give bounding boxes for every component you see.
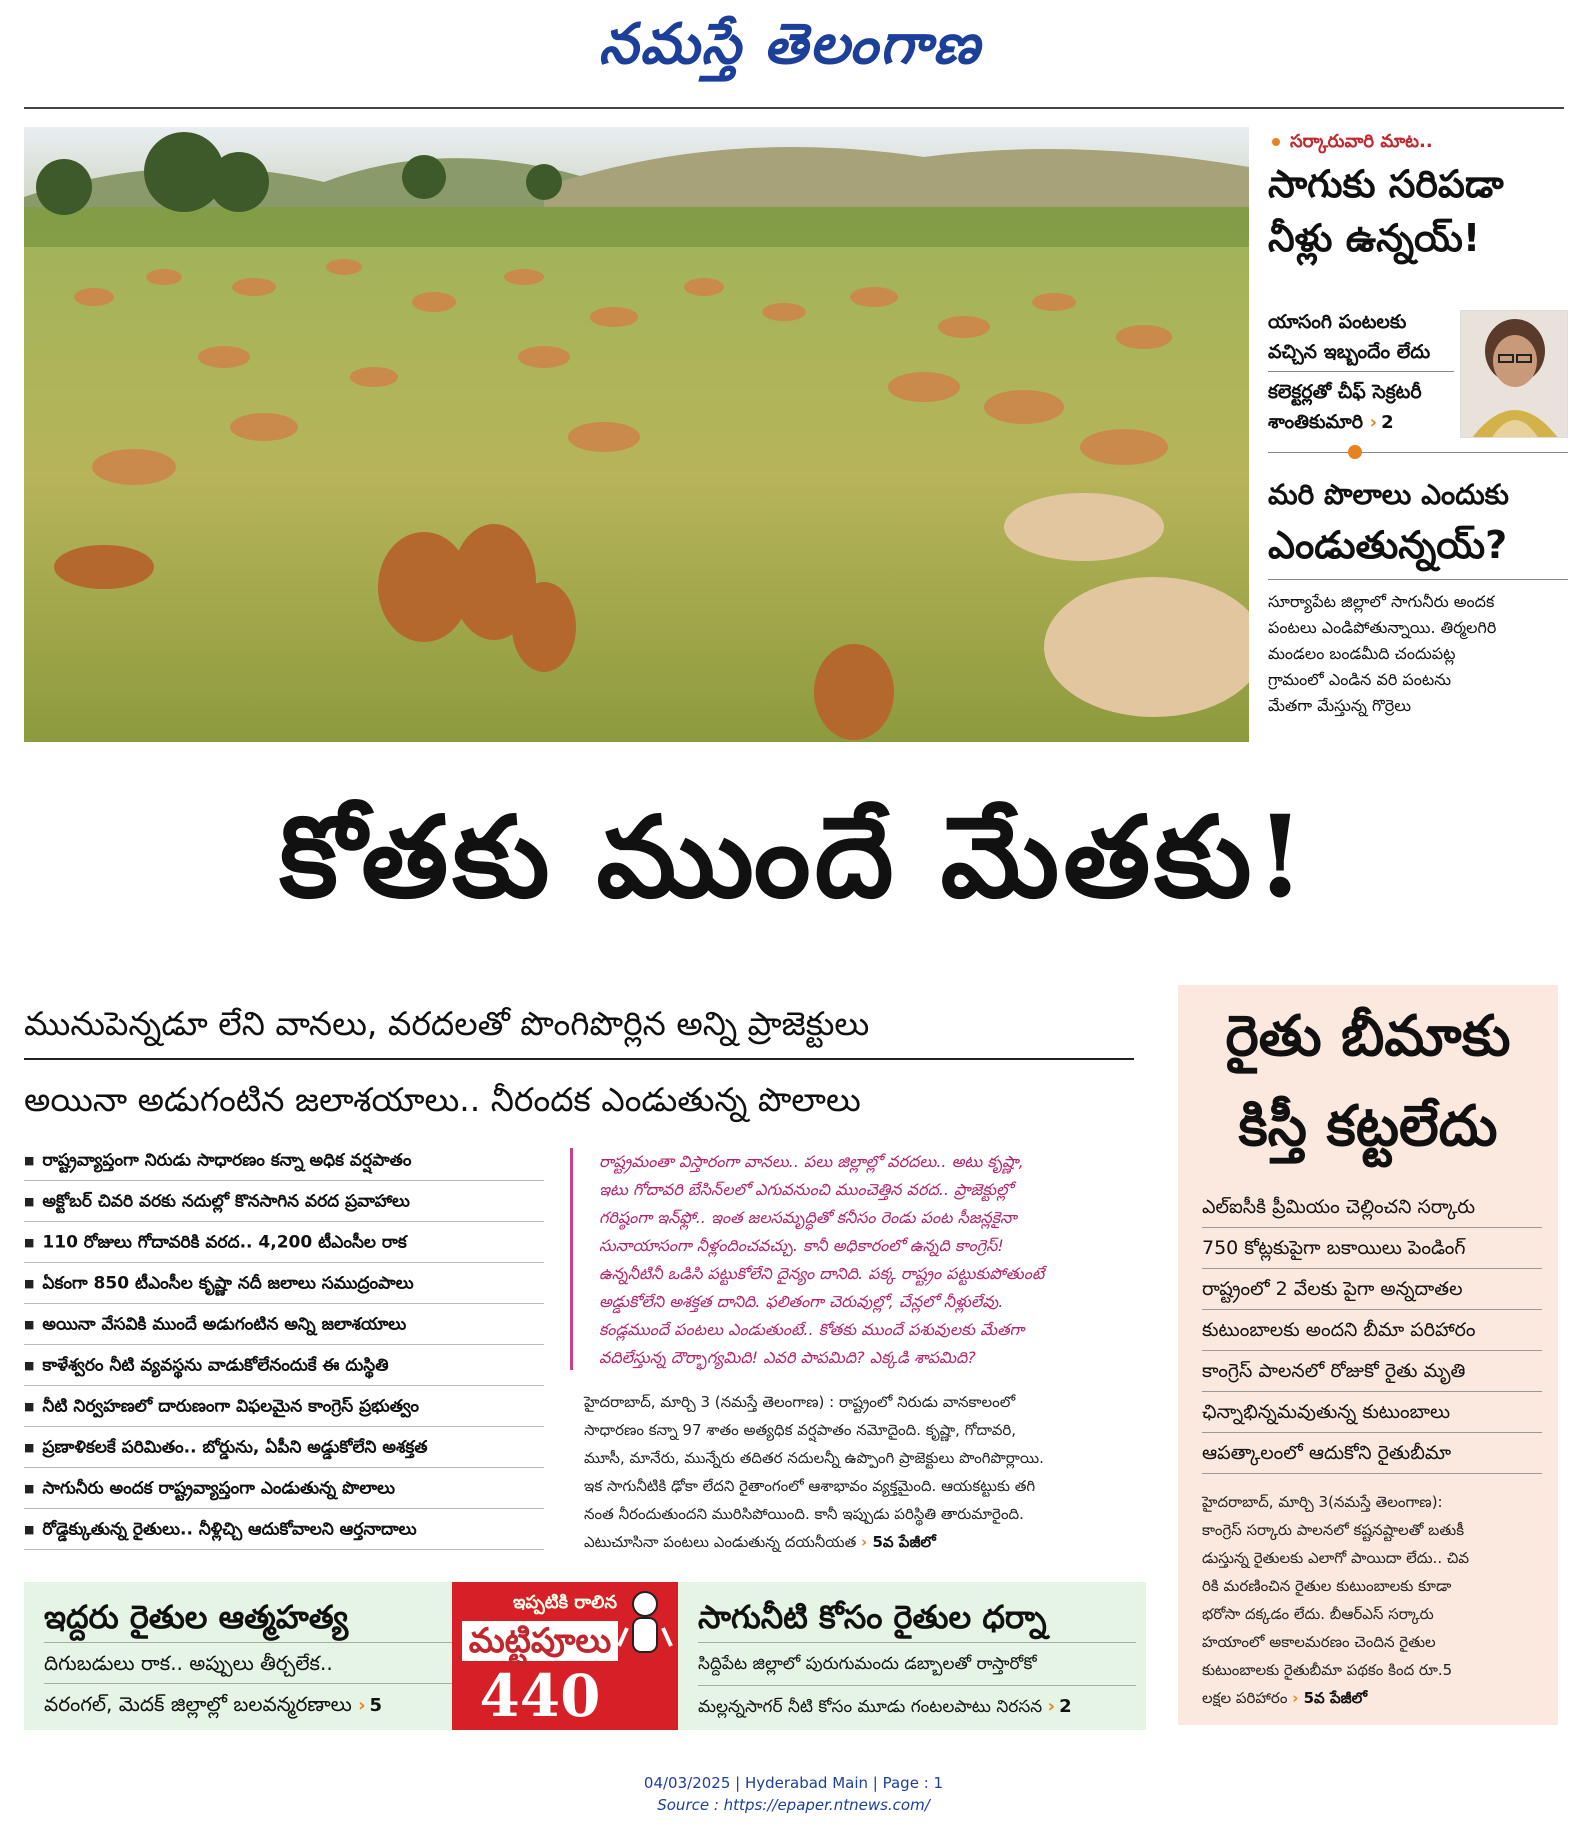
intro-line: ఇటు గోదావరి బేసిన్‌లలో ఎగువనుంచి ముంచెత్తిన వరద.. ప్రాజెక్టుల్లో bbox=[599, 1180, 1013, 1199]
list-item: కుటుంబాలకు అందని బీమా పరిహారం bbox=[1202, 1310, 1542, 1351]
page-ref-link[interactable]: › 2 bbox=[1369, 412, 1394, 433]
person-photo-icon bbox=[1461, 311, 1568, 438]
divider bbox=[1268, 371, 1454, 372]
list-item: ■ ప్రణాళికలకే పరిమితం.. బోర్డును, ఏపీని అడ్డుకోలేని అశక్తత bbox=[24, 1427, 544, 1468]
list-item: ■ అయినా వేసవికి ముందే అడుగంటిన అన్ని జలాశయాలు bbox=[24, 1304, 544, 1345]
list-item: రాష్ట్రంలో 2 వేలకు పైగా అన్నదాతల bbox=[1202, 1269, 1542, 1310]
rythu-headline: రైతు బీమాకు కిస్తీ కట్టలేదు bbox=[1225, 1003, 1511, 1159]
list-item: ఛిన్నాభిన్నమవుతున్న కుటుంబాలు bbox=[1202, 1392, 1542, 1433]
list-item: ■ రోడ్డెక్కుతున్న రైతులు.. నీళ్లిచ్చి ఆదుకోవాలని ఆర్తనాదాలు bbox=[24, 1509, 544, 1550]
continued-page-link[interactable]: › 5వ పేజీలో bbox=[861, 1533, 936, 1551]
suicides-story bbox=[24, 1582, 452, 1730]
list-item: కాంగ్రెస్ పాలనలో రోజుకో రైతు మృతి bbox=[1202, 1351, 1542, 1392]
source-link[interactable]: Source : https://epaper.ntnews.com/ bbox=[657, 1796, 930, 1814]
page-ref-link[interactable]: › 2 bbox=[1047, 1696, 1072, 1717]
list-item: ■ అక్టోబర్ చివరి వరకు నదుల్లో కొనసాగిన వరద ప్రవాహాలు bbox=[24, 1181, 544, 1222]
intro-line: కండ్లముందే పంటలు ఎండుతుంటే.. కోతకు ముందే పశువులకు మేతగా bbox=[599, 1320, 1025, 1339]
rythu-points-list bbox=[1202, 1187, 1542, 1474]
dharna-story bbox=[678, 1582, 1146, 1730]
bullet-dot-icon bbox=[1272, 138, 1280, 146]
intro-line: ఉన్ననీటినీ ఒడిసి పట్టుకోలేని దైన్యం దానిది. పక్క రాష్ట్రం పట్టుకుపోతుంటే bbox=[599, 1264, 1045, 1283]
photo-caption: సూర్యాపేట జిల్లాలో సాగునీరు అందక పంటలు ఎండిపోతున్నాయి. తిర్మలగిరి మండలం బండమీది చందుపట్ల గ్రామంలో ఎండిన వరి పంటను మేతగా మేస్తున్న గొర్రెలు bbox=[1268, 592, 1497, 715]
strip-subline: వరంగల్, మెదక్ జిల్లాల్లో బలవన్మరణాలు › 5 bbox=[44, 1683, 452, 1726]
intro-line: గరిష్ఠంగా ఇన్‌ఫ్లో.. ఇంత జలసమృద్ధితో కనీసం రెండు పంట సీజన్లకైనా bbox=[599, 1208, 1017, 1227]
newspaper-logo: నమస్తే తెలంగాణ bbox=[598, 11, 982, 77]
separator-dot-icon bbox=[1348, 445, 1362, 459]
divider bbox=[1268, 452, 1568, 453]
masthead-rule bbox=[24, 107, 1564, 109]
list-item: ■ 110 రోజులు గోదావరికి వరద.. 4,200 టీఎంసీల రాక bbox=[24, 1222, 544, 1263]
rythu-body: హైదరాబాద్, మార్చి 3(నమస్తే తెలంగాణ): కాంగ్రెస్ సర్కారు పాలనలో కష్టనష్టాలతో బతుకీ డుస్తున్న రైతులకు ఎలాగో పాయిదా లేదు.. చివ రికి మరణించిన రైతుల కుటుంబాలకు కూడా భరోసా దక్కడం లేదు. బీఆర్‌ఎస్ సర్కారు హయాంలో అకాలమరణం చెందిన రైతుల కుటుంబాలకు రైతుబీమా పథకం కింద రూ.5 లక్షల పరిహారం › 5వ పేజీలో bbox=[1202, 1493, 1470, 1707]
intro-line: వదిలేస్తున్న దౌర్భాగ్యమిది! ఎవరి పాపమిది? ఎక్కడి శాపమిది? bbox=[599, 1348, 976, 1367]
list-item: ఎల్‌ఐసీకి ప్రీమియం చెల్లించని సర్కారు bbox=[1202, 1187, 1542, 1228]
strip-subline: దిగుబడులు రాక.. అప్పులు తీర్చలేక.. bbox=[44, 1642, 452, 1683]
edition-info: 04/03/2025 | Hyderabad Main | Page : 1 bbox=[643, 1774, 944, 1792]
list-item: ఆపత్కాలంలో ఆదుకోని రైతుబీమా bbox=[1202, 1433, 1542, 1474]
divider bbox=[1268, 579, 1568, 580]
list-item: ■ సాగునీరు అందక రాష్ట్రవ్యాప్తంగా ఎండుతున్న పొలాలు bbox=[24, 1468, 544, 1509]
list-item: ■ నీటి నిర్వహణలో దారుణంగా విఫలమైన కాంగ్రెస్ ప్రభుత్వం bbox=[24, 1386, 544, 1427]
lead-photo bbox=[24, 127, 1249, 742]
masthead bbox=[0, 0, 1587, 100]
intro-line: రాష్ట్రమంతా విస్తారంగా వానలు.. పలు జిల్లాల్లో వరదలు.. అటు కృష్ణా, bbox=[599, 1152, 1024, 1171]
continued-page-link[interactable]: › 5వ పేజీలో bbox=[1292, 1689, 1368, 1707]
deck-rule bbox=[24, 1058, 1134, 1060]
intro-line: సునాయాసంగా నీళ్లందించవచ్చు. కానీ అధికారంలో ఉన్నది కాంగ్రెస్! bbox=[599, 1236, 1004, 1255]
intro-box bbox=[570, 1148, 1130, 1370]
strip-subline: మల్లన్నసాగర్ నీటి కోసం మూడు గంటలపాటు నిరసన › 2 bbox=[698, 1685, 1136, 1728]
side-subhead-1: యాసంగి పంటలకు వచ్చిన ఇబ్బందేం లేదు bbox=[1268, 311, 1431, 363]
side-subhead-2: కలెక్టర్లతో చీఫ్ సెక్రటరీ శాంతికుమారి › 2 bbox=[1268, 381, 1422, 433]
strip-headline: ఇద్దరు రైతుల ఆత్మహత్య bbox=[44, 1598, 349, 1636]
strip-headline: సాగునీటి కోసం రైతుల ధర్నా bbox=[698, 1598, 1047, 1636]
death-count: 440 bbox=[479, 1662, 601, 1730]
side-headline-2: మరి పొలాలు ఎందుకు ఎండుతున్నయ్? bbox=[1268, 478, 1509, 567]
intro-line: అడ్డుకోలేని అశక్తత దానిది. ఫలితంగా చెరువుల్లో, చేన్లలో నీళ్లులేవు. bbox=[599, 1292, 1004, 1311]
page-footer bbox=[0, 1772, 1587, 1816]
bottom-strip bbox=[24, 1582, 1146, 1730]
list-item: ■ ఏకంగా 850 టీఎంసీల కృష్ణా నదీ జలాలు సముద్రంపాలు bbox=[24, 1263, 544, 1304]
official-portrait bbox=[1460, 310, 1568, 438]
main-headline: కోతకు ముందే మేతకు! bbox=[279, 792, 1309, 923]
list-item: 750 కోట్లకుపైగా బకాయిలు పెండింగ్ bbox=[1202, 1228, 1542, 1269]
deck-line-2: అయినా అడుగంటిన జలాశయాలు.. నీరందక ఎండుతున్న పొలాలు bbox=[24, 1080, 861, 1119]
farmer-deaths-counter: ఇప్పటికి రాలిన మట్టిపూలు 440 bbox=[452, 1582, 678, 1730]
goats-grazing-photo bbox=[24, 127, 1249, 742]
deck-line-1: మునుపెన్నడూ లేని వానలు, వరదలతో పొంగిపొర్లిన అన్ని ప్రాజెక్టులు bbox=[24, 1004, 870, 1043]
key-points-list bbox=[24, 1140, 544, 1550]
side-kicker: సర్కారువారి మాట.. bbox=[1272, 131, 1433, 156]
side-headline-1: సాగుకు సరిపడా నీళ్లు ఉన్నయ్! bbox=[1268, 162, 1504, 260]
strip-subline: సిద్దిపేట జిల్లాలో పురుగుమందు డబ్బాలతో రాస్తారోకో bbox=[698, 1642, 1136, 1685]
side-stories bbox=[1268, 127, 1568, 742]
page-ref-link[interactable]: › 5 bbox=[358, 1695, 383, 1716]
farmer-illustration-icon bbox=[617, 1588, 673, 1668]
list-item: ■ రాష్ట్రవ్యాప్తంగా నిరుడు సాధారణం కన్నా అధిక వర్షపాతం bbox=[24, 1140, 544, 1181]
story-body: హైదరాబాద్, మార్చి 3 (నమస్తే తెలంగాణ) : రాష్ట్రంలో నిరుడు వానకాలంలో సాధారణం కన్నా 97 శాతం అత్యధిక వర్షపాతం నమోదైంది. కృష్ణా, గోదావరి, మూసీ, మానేరు, మున్నేరు తదితర నదులన్నీ ఉప్పొంగి ప్రాజెక్టులు పొంగిపొర్లాయి. ఇక సాగునీటికి ఢోకా లేదని రైతాంగంలో ఆశాభావం వ్యక్తమైంది. ఆయకట్టుకు తగి నంత నీరందుతుందని మురిసిపోయింది. కానీ ఇప్పుడు పరిస్థితి తారుమారైంది. ఎటుచూసినా పంటలు ఎండుతున్న దయనీయత › 5వ పేజీలో bbox=[584, 1393, 1044, 1551]
rythu-bima-box bbox=[1178, 985, 1558, 1725]
list-item: ■ కాళేశ్వరం నీటి వ్యవస్థను వాడుకోలేనందుకే ఈ దుస్థితి bbox=[24, 1345, 544, 1386]
